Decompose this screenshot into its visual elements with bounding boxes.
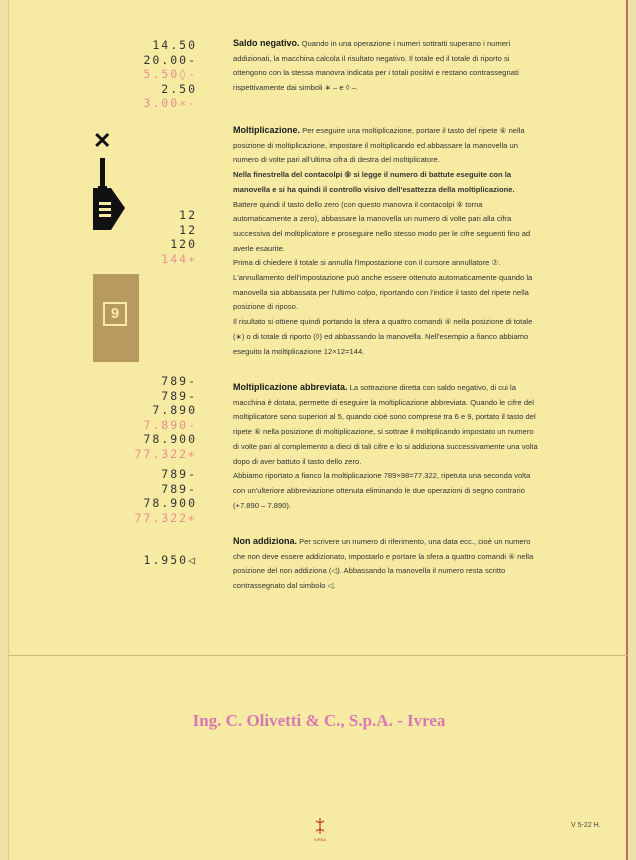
- section-text: Il risultato si ottiene quindi portando la sfera a quattro comandi ④ nella posizione di totale (∗) o di totale di riporto (◊) ed abbassando la manovella. Nell'esempio a fianco abbiamo eseguito la moltiplicazione 12×12=144.: [233, 317, 533, 356]
- logo-emblem-icon: [313, 818, 327, 834]
- tape-line: 789-: [161, 481, 197, 496]
- moltiplicazione-abbreviata-paragraph: [233, 380, 538, 513]
- key-9-block: [93, 274, 139, 362]
- saldo-negativo-paragraph: [233, 36, 538, 96]
- tape-line: 77.322∗: [134, 446, 197, 461]
- tape-line: 12: [179, 208, 197, 222]
- tape-line: 5.50◊-: [143, 67, 197, 81]
- section-text: Prima di chiedere il totale si annulla l'impostazione con il cursore annullatore ⑦. L'annullamento dell'impostazione può anche essere ottenuto automaticamente quando la manovella sia abbassata per l'ultimo colpo, riportando con l'indice il tasto del ripete nella posizione di riposo.: [233, 258, 533, 312]
- multiply-icon: ✕: [93, 128, 112, 153]
- section-text: Per scrivere un numero di riferimento, una data ecc., cioè un numero che non deve essere addizionato, impostarlo e portare la sfera a quattro comandi ④ nella posizione del non addiziona (◁). Abbassando la manovella il numero resta scritto contrassegnato dal simbolo ◁.: [233, 537, 534, 591]
- tape-line: 7.890-: [143, 417, 197, 432]
- moltiplicazione-abbreviata-tape-b: [117, 467, 197, 525]
- section-text: Battere quindi il tasto dello zero (con questo manovra il contacolpi ⑨ torna automaticamente a zero), abbassare la manovella un numero di volte pari alla cifra successiva del moltiplicatore e proseguire nello stesso modo per le cifre seguenti fino ad averle esaurite.: [233, 199, 531, 253]
- moltiplicazione-tape: [117, 208, 197, 266]
- tape-line: 12: [179, 222, 197, 237]
- tape-line: 20.00-: [143, 52, 197, 67]
- section-text: Abbiamo riportato a fianco la moltiplicazione 789×98=77.322, ripetuta una seconda volta con un'ulteriore abbreviazione ottenuta eliminando le due operazioni di segno contrario (+7.890 – 7.890).: [233, 471, 531, 510]
- section-title: Saldo negativo.: [233, 38, 300, 48]
- non-addiziona-paragraph: [233, 534, 538, 594]
- logo-caption: IVREA: [313, 837, 326, 842]
- manual-page: [8, 0, 628, 860]
- section-text: Per eseguire una moltiplicazione, portare il tasto del ripete ⑥ nella posizione di moltiplicazione, impostare il moltiplicando ed abbassare la manovella un numero di volte pari all'ultima cifra di destra del moltiplicatore.: [233, 126, 525, 165]
- tape-line: 77.322∗: [134, 510, 197, 525]
- tape-line: 2.50: [161, 81, 197, 96]
- tape-line: 1.950◁: [143, 553, 197, 567]
- tape-line: 78.900: [143, 496, 197, 510]
- section-title: Moltiplicazione abbreviata.: [233, 382, 348, 392]
- tape-line: 789-: [161, 374, 197, 388]
- non-addiziona-tape: [117, 553, 197, 568]
- tape-line: 120: [170, 237, 197, 251]
- moltiplicazione-paragraph: [233, 123, 538, 359]
- section-bold-text: Nella finestrella del contacolpi ⑨ si legge il numero di battute eseguite con la manovella e si ha quindi il controllo visivo dell'esattezza della moltiplicazione.: [233, 170, 515, 194]
- key-9-label: 9: [103, 302, 127, 326]
- moltiplicazione-abbreviata-tape-a: [117, 374, 197, 461]
- company-name: Ing. C. Olivetti & C., S.p.A. - Ivrea: [192, 711, 446, 730]
- section-title: Non addiziona.: [233, 536, 297, 546]
- tape-line: 144∗: [161, 251, 197, 266]
- olivetti-logo: [313, 818, 327, 842]
- section-title: Moltiplicazione.: [233, 125, 301, 135]
- divider: [9, 655, 629, 656]
- tape-line: 78.900: [143, 432, 197, 446]
- section-text: Quando in una operazione i numeri sottratti superano i numeri addizionati, la macchina calcola il risultato negativo. Il totale ed il totale di riporto si ottengono con la stessa manovra indicata per i totali positivi e restano contrassegnati rispettivamente dai simboli ∗ – e ◊ –.: [233, 39, 519, 93]
- saldo-negativo-tape: [117, 38, 197, 111]
- tape-line: 3.00∗-: [143, 96, 197, 110]
- section-text: La sottrazione diretta con saldo negativo, di cui la macchina è dotata, permette di eseguire la moltiplicazione abbreviata. Quando le cifre del moltiplicatore sono superiori al 5, quando cioè sono comprese tra 6 e 9, portato il tasto del ripete ⑥ nella posizione di moltiplicazione, si sottrae il moltiplicando impostato un numero di volte pari al complemento a dieci di tali cifre e lo si addiziona successivamente una volta dopo di aver battuto il tasto dello zero.: [233, 383, 538, 466]
- document-code: V 5-22 H.: [571, 822, 601, 829]
- tape-line: 789-: [161, 388, 197, 403]
- tape-line: 789-: [161, 467, 197, 481]
- tape-line: 14.50: [152, 38, 197, 52]
- tape-line: 7.890: [152, 403, 197, 417]
